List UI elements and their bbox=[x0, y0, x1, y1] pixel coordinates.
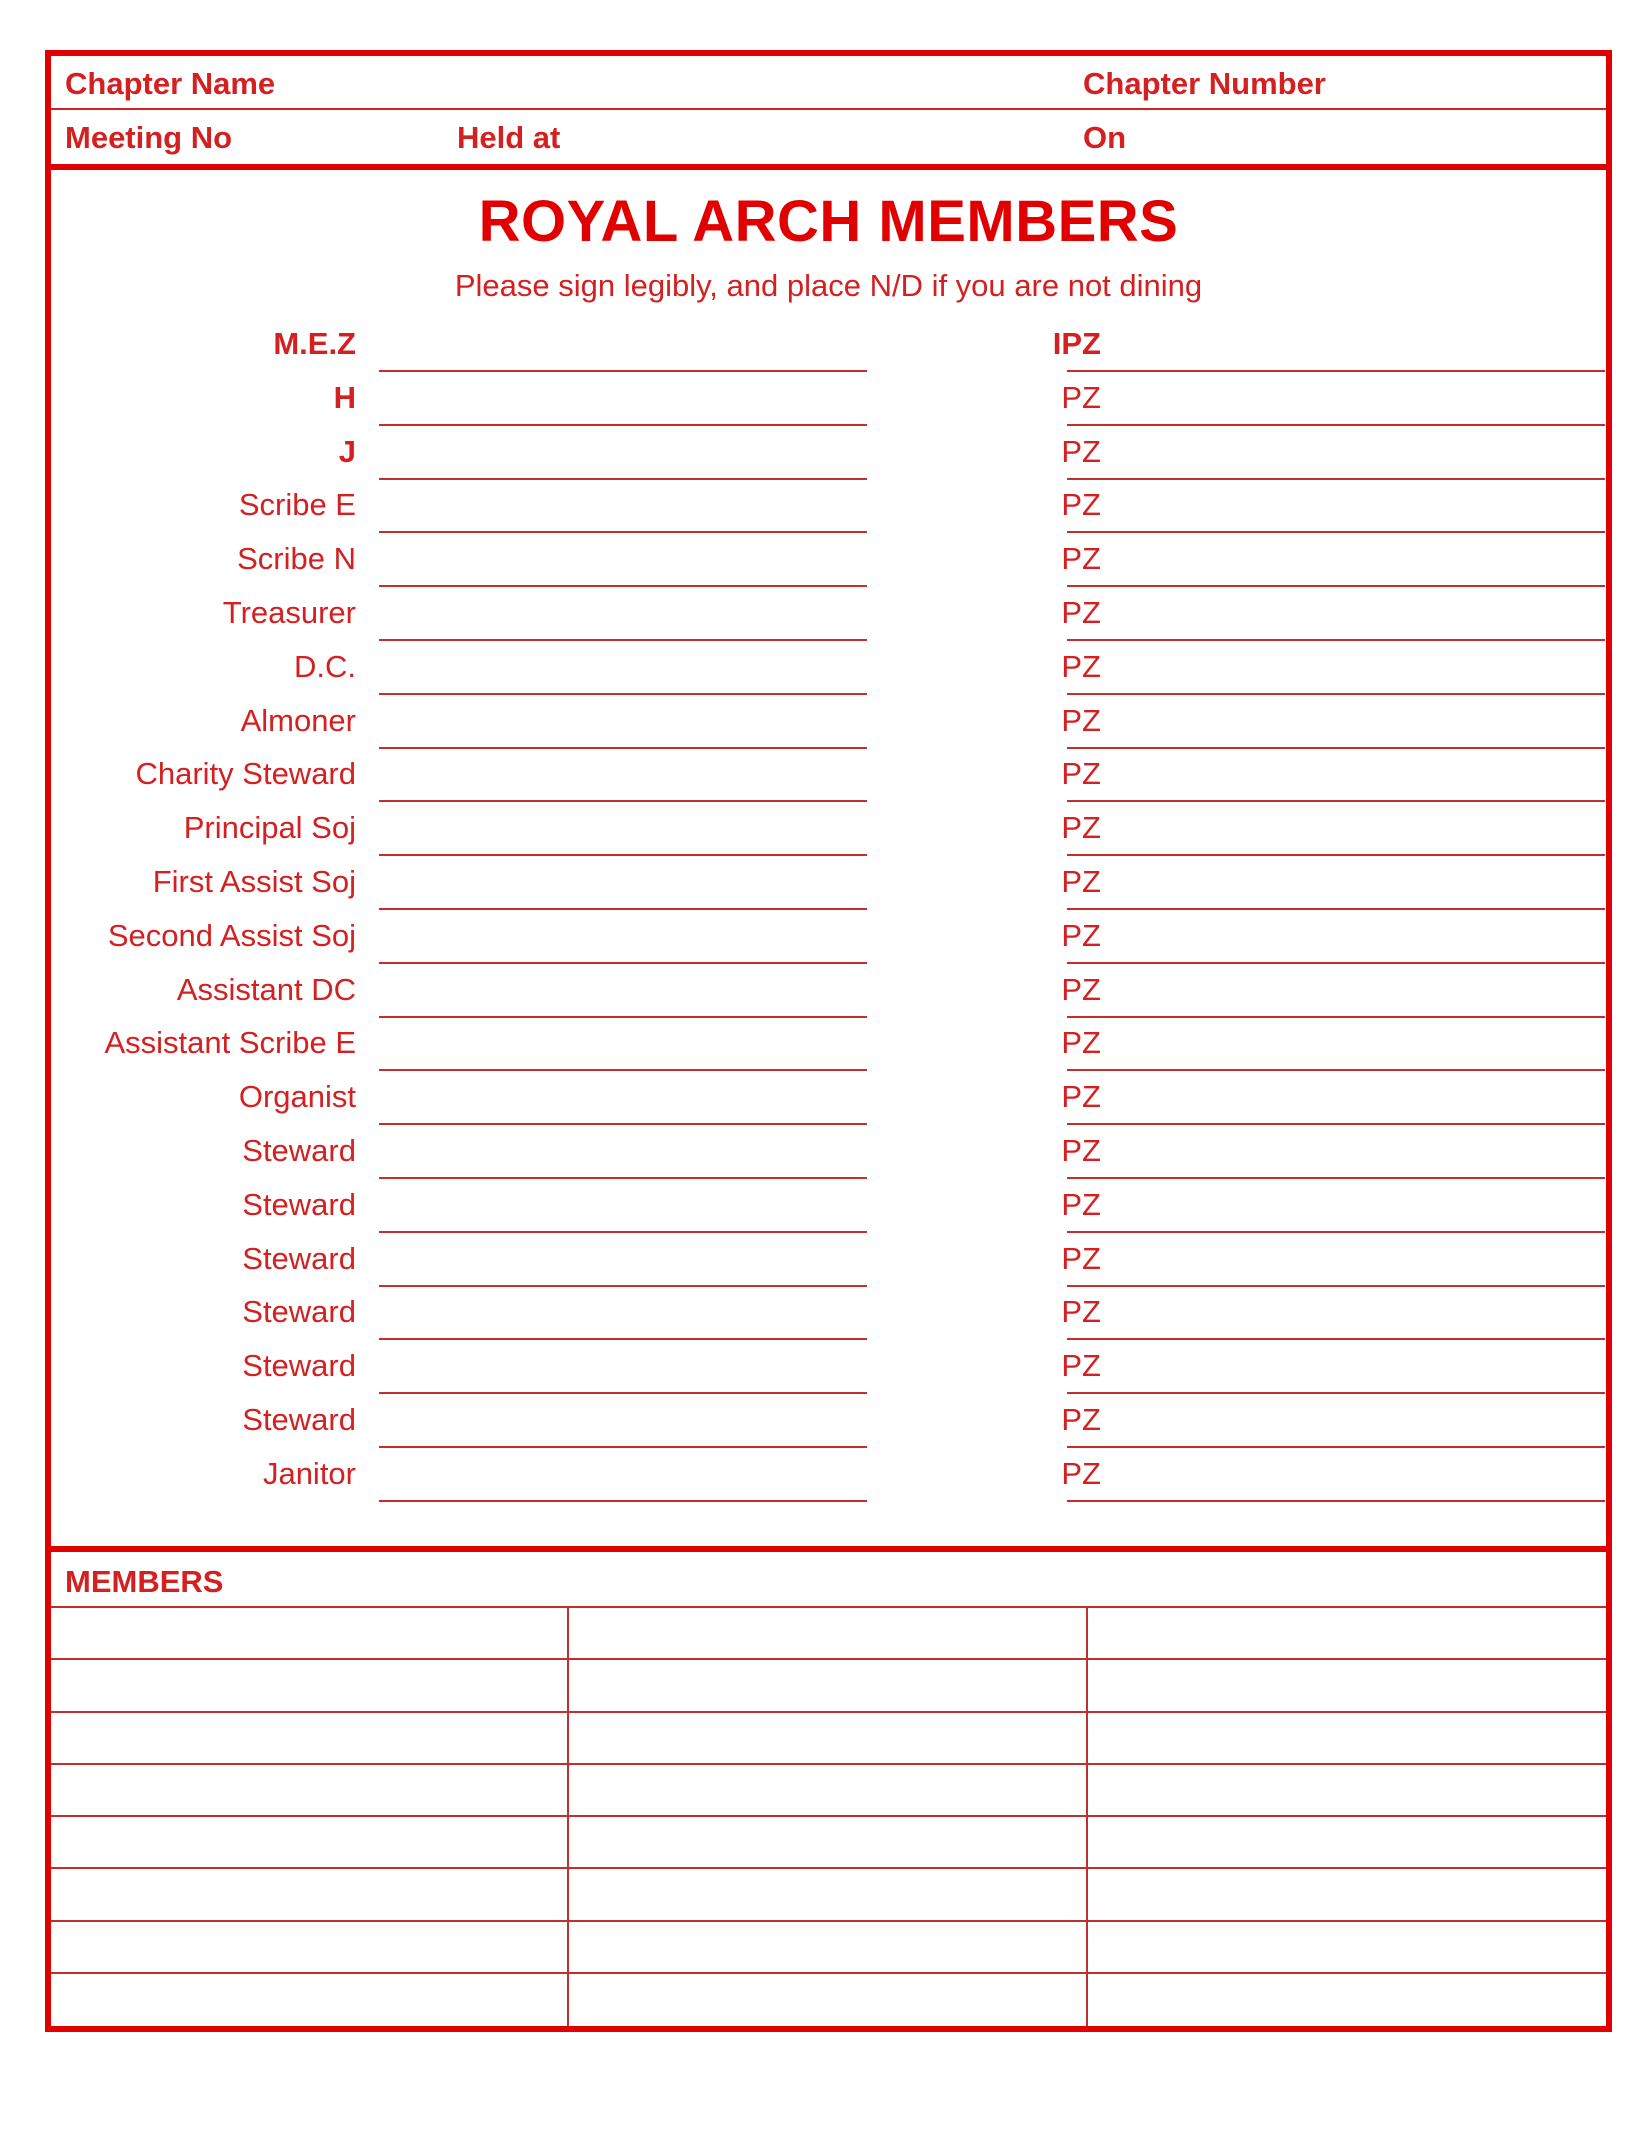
officer-row bbox=[51, 1288, 1606, 1342]
past-principal-label: PZ bbox=[1061, 1025, 1101, 1061]
officer-role-label: First Assist Soj bbox=[152, 864, 356, 899]
past-principal-label: PZ bbox=[1061, 541, 1101, 577]
past-principal-signature-line[interactable] bbox=[1067, 1123, 1605, 1125]
member-signature-cell[interactable] bbox=[1088, 1713, 1606, 1765]
officer-signature-line[interactable] bbox=[379, 478, 867, 480]
past-principal-signature-line[interactable] bbox=[1067, 639, 1605, 641]
member-signature-cell[interactable] bbox=[51, 1660, 569, 1712]
officer-row bbox=[51, 804, 1606, 858]
officer-row bbox=[51, 643, 1606, 697]
officer-signature-line[interactable] bbox=[379, 1016, 867, 1018]
member-signature-cell[interactable] bbox=[51, 1765, 569, 1817]
member-signature-cell[interactable] bbox=[569, 1922, 1087, 1974]
past-principal-signature-line[interactable] bbox=[1067, 800, 1605, 802]
member-signature-cell[interactable] bbox=[1088, 1817, 1606, 1869]
officer-role-label: Steward bbox=[242, 1348, 356, 1384]
officer-role-label: Charity Steward bbox=[135, 756, 356, 792]
past-principal-signature-line[interactable] bbox=[1067, 747, 1605, 749]
officer-row bbox=[51, 1235, 1606, 1289]
past-principal-label: PZ bbox=[1061, 1133, 1101, 1168]
held-at-label: Held at bbox=[457, 120, 561, 155]
officer-role-label: Assistant DC bbox=[176, 971, 356, 1007]
past-principal-signature-line[interactable] bbox=[1067, 962, 1605, 964]
past-principal-signature-line[interactable] bbox=[1067, 693, 1605, 695]
member-signature-cell[interactable] bbox=[569, 1869, 1087, 1921]
officer-signature-line[interactable] bbox=[379, 1446, 867, 1448]
past-principal-signature-line[interactable] bbox=[1067, 1500, 1605, 1502]
officer-role-label: Principal Soj bbox=[183, 810, 356, 846]
members-divider bbox=[51, 1546, 1606, 1552]
past-principal-label: PZ bbox=[1061, 379, 1101, 415]
member-signature-cell[interactable] bbox=[1088, 1869, 1606, 1921]
officer-signature-line[interactable] bbox=[379, 1123, 867, 1125]
officer-row bbox=[51, 374, 1606, 428]
officer-row bbox=[51, 912, 1606, 966]
header-divider bbox=[51, 164, 1606, 170]
officer-signature-line[interactable] bbox=[379, 962, 867, 964]
officer-signature-line[interactable] bbox=[379, 1231, 867, 1233]
past-principal-label: PZ bbox=[1061, 864, 1101, 899]
officer-row bbox=[51, 1181, 1606, 1235]
member-signature-cell[interactable] bbox=[569, 1608, 1087, 1660]
officer-signature-line[interactable] bbox=[379, 908, 867, 910]
officer-signature-line[interactable] bbox=[379, 1500, 867, 1502]
past-principal-label: PZ bbox=[1061, 1455, 1101, 1491]
officer-role-label: Scribe N bbox=[237, 541, 356, 577]
member-signature-cell[interactable] bbox=[569, 1660, 1087, 1712]
officer-signature-line[interactable] bbox=[379, 693, 867, 695]
officer-role-label: D.C. bbox=[294, 648, 356, 684]
past-principal-label: PZ bbox=[1061, 702, 1101, 738]
member-signature-cell[interactable] bbox=[569, 1817, 1087, 1869]
officer-role-label: Scribe E bbox=[238, 487, 356, 523]
officer-signature-line[interactable] bbox=[379, 854, 867, 856]
on-label: On bbox=[1083, 120, 1127, 155]
past-principal-label: PZ bbox=[1061, 756, 1101, 792]
past-principal-label: PZ bbox=[1061, 971, 1101, 1007]
past-principal-signature-line[interactable] bbox=[1067, 478, 1605, 480]
officer-row bbox=[51, 1342, 1606, 1396]
officer-signature-line[interactable] bbox=[379, 1285, 867, 1287]
member-signature-cell[interactable] bbox=[1088, 1608, 1606, 1660]
officer-role-label: Steward bbox=[242, 1186, 356, 1222]
past-principal-signature-line[interactable] bbox=[1067, 1338, 1605, 1340]
officer-signature-line[interactable] bbox=[379, 1069, 867, 1071]
officer-signature-line[interactable] bbox=[379, 1392, 867, 1394]
member-signature-cell[interactable] bbox=[569, 1765, 1087, 1817]
members-signature-grid bbox=[51, 1606, 1606, 2026]
officer-row bbox=[51, 535, 1606, 589]
officer-row bbox=[51, 481, 1606, 535]
officer-role-label: Treasurer bbox=[222, 595, 356, 630]
member-signature-cell[interactable] bbox=[51, 1608, 569, 1660]
past-principal-signature-line[interactable] bbox=[1067, 1392, 1605, 1394]
member-signature-cell[interactable] bbox=[1088, 1974, 1606, 2026]
officer-role-label: Steward bbox=[242, 1240, 356, 1276]
officer-signature-line[interactable] bbox=[379, 1338, 867, 1340]
member-signature-cell[interactable] bbox=[51, 1713, 569, 1765]
member-signature-cell[interactable] bbox=[569, 1713, 1087, 1765]
past-principal-label: PZ bbox=[1061, 1079, 1101, 1115]
officer-signature-line[interactable] bbox=[379, 1177, 867, 1179]
past-principal-signature-line[interactable] bbox=[1067, 1285, 1605, 1287]
past-principal-signature-line[interactable] bbox=[1067, 585, 1605, 587]
past-principal-signature-line[interactable] bbox=[1067, 424, 1605, 426]
chapter-number-label: Chapter Number bbox=[1083, 66, 1326, 101]
officer-role-label: J bbox=[338, 433, 356, 469]
member-signature-cell[interactable] bbox=[1088, 1765, 1606, 1817]
officer-row bbox=[51, 589, 1606, 643]
past-principal-signature-line[interactable] bbox=[1067, 1069, 1605, 1071]
past-principal-label: PZ bbox=[1061, 1402, 1101, 1437]
member-signature-cell[interactable] bbox=[51, 1869, 569, 1921]
past-principal-label: PZ bbox=[1061, 1294, 1101, 1330]
officer-role-label: Second Assist Soj bbox=[107, 917, 356, 953]
past-principal-label: PZ bbox=[1061, 433, 1101, 469]
officer-role-label: Steward bbox=[242, 1402, 356, 1437]
past-principal-signature-line[interactable] bbox=[1067, 908, 1605, 910]
past-principal-signature-line[interactable] bbox=[1067, 531, 1605, 533]
officer-row bbox=[51, 966, 1606, 1020]
officer-signature-line[interactable] bbox=[379, 639, 867, 641]
officer-signature-line[interactable] bbox=[379, 747, 867, 749]
past-principal-label: PZ bbox=[1061, 917, 1101, 953]
member-signature-cell[interactable] bbox=[1088, 1660, 1606, 1712]
past-principal-label: PZ bbox=[1061, 810, 1101, 846]
past-principal-signature-line[interactable] bbox=[1067, 1016, 1605, 1018]
officer-role-label: Organist bbox=[238, 1079, 356, 1115]
officer-role-label: Steward bbox=[242, 1294, 356, 1330]
officer-role-label: H bbox=[333, 379, 356, 415]
officer-row bbox=[51, 320, 1606, 374]
officer-signature-line[interactable] bbox=[379, 585, 867, 587]
past-principal-label: PZ bbox=[1061, 487, 1101, 523]
past-principal-label: IPZ bbox=[1052, 326, 1101, 361]
officer-row bbox=[51, 750, 1606, 804]
officer-signature-line[interactable] bbox=[379, 531, 867, 533]
page-title: ROYAL ARCH MEMBERS bbox=[478, 189, 1179, 254]
officer-signature-line[interactable] bbox=[379, 424, 867, 426]
officer-row bbox=[51, 428, 1606, 482]
past-principal-signature-line[interactable] bbox=[1067, 1177, 1605, 1179]
chapter-name-label: Chapter Name bbox=[65, 66, 276, 101]
past-principal-signature-line[interactable] bbox=[1067, 1446, 1605, 1448]
officer-role-label: Almoner bbox=[240, 702, 356, 738]
officer-row bbox=[51, 697, 1606, 751]
meeting-no-label: Meeting No bbox=[65, 120, 233, 155]
officer-role-label: Assistant Scribe E bbox=[104, 1025, 356, 1061]
officer-role-label: Steward bbox=[242, 1133, 356, 1168]
officer-signature-line[interactable] bbox=[379, 800, 867, 802]
past-principal-label: PZ bbox=[1061, 1348, 1101, 1384]
attendance-sheet bbox=[45, 50, 1612, 2032]
past-principal-label: PZ bbox=[1061, 595, 1101, 630]
members-heading: MEMBERS bbox=[65, 1564, 224, 1599]
past-principal-label: PZ bbox=[1061, 1240, 1101, 1276]
page-subtitle: Please sign legibly, and place N/D if you are not dining bbox=[454, 268, 1203, 303]
header-row-chapter bbox=[51, 56, 1606, 110]
officer-row bbox=[51, 858, 1606, 912]
past-principal-signature-line[interactable] bbox=[1067, 1231, 1605, 1233]
header-row-meeting bbox=[51, 110, 1606, 164]
officer-row bbox=[51, 1127, 1606, 1181]
officer-row bbox=[51, 1450, 1606, 1504]
member-signature-cell[interactable] bbox=[1088, 1922, 1606, 1974]
past-principal-signature-line[interactable] bbox=[1067, 854, 1605, 856]
past-principal-label: PZ bbox=[1061, 1186, 1101, 1222]
member-signature-cell[interactable] bbox=[51, 1922, 569, 1974]
past-principal-signature-line[interactable] bbox=[1067, 370, 1605, 372]
member-signature-cell[interactable] bbox=[569, 1974, 1087, 2026]
past-principal-label: PZ bbox=[1061, 648, 1101, 684]
member-signature-cell[interactable] bbox=[51, 1974, 569, 2026]
officer-role-label: Janitor bbox=[262, 1455, 356, 1491]
member-signature-cell[interactable] bbox=[51, 1817, 569, 1869]
officer-row bbox=[51, 1019, 1606, 1073]
officer-row bbox=[51, 1073, 1606, 1127]
officer-signature-line[interactable] bbox=[379, 370, 867, 372]
officer-row bbox=[51, 1396, 1606, 1450]
officer-role-label: M.E.Z bbox=[273, 326, 356, 361]
